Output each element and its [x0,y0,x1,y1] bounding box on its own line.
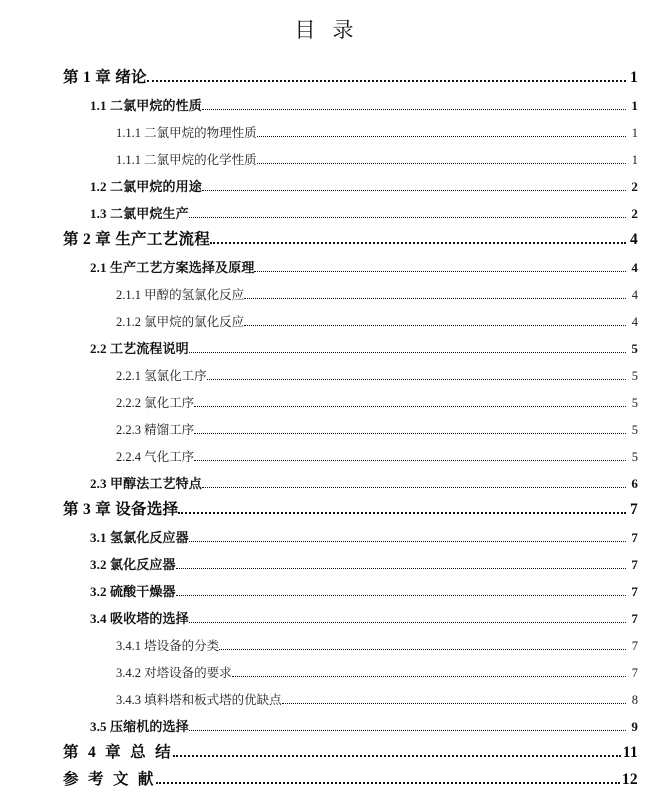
toc-entry[interactable] [0,357,648,384]
toc-entry-page-number: 1 [629,68,638,86]
toc-entry[interactable] [0,762,648,789]
page-title: 目 录 [294,18,360,42]
toc-entry-label: 1.1.1 二氯甲烷的化学性质 [116,152,257,167]
toc-entry-label: 1.3 二氯甲烷生产 [90,206,189,222]
toc-leader-dots [176,573,626,600]
toc-leader-dots [189,708,626,735]
toc-leader-dots [178,492,626,519]
toc-entry[interactable] [0,330,648,357]
toc-leader-dots [210,222,626,249]
toc-entry[interactable] [0,600,648,627]
toc-entry[interactable] [0,114,648,141]
toc-leader-dots [202,465,626,492]
toc-entry-label: 2.2.1 氢氯化工序 [116,368,207,383]
toc-entry[interactable] [0,87,648,114]
toc-entry[interactable] [0,519,648,546]
toc-entry[interactable] [0,681,648,708]
toc-leader-dots [189,195,626,222]
toc-leader-dots [176,546,626,573]
toc-leader-dots [207,357,626,384]
toc-entry-page-number: 7 [631,557,638,573]
toc-entry[interactable] [0,654,648,681]
toc-entry[interactable] [0,249,648,276]
toc-entry-label: 3.4.2 对塔设备的要求 [116,665,232,680]
toc-entry-page-number: 2 [631,179,638,195]
toc-entry-label: 2.2 工艺流程说明 [90,341,189,357]
toc-entry-label: 1.1 二氯甲烷的性质 [90,98,202,114]
toc-entry-label: 3.4.3 填料塔和板式塔的优缺点 [116,692,282,707]
toc-entry-page-number: 12 [621,770,638,788]
toc-entry-label: 3.5 压缩机的选择 [90,719,189,735]
toc-leader-dots [189,600,626,627]
toc-entry-label: 第 4 章 总 结 [63,743,174,761]
toc-leader-dots [219,627,626,654]
toc-entry-page-number: 7 [631,584,638,600]
toc-entry[interactable] [0,627,648,654]
toc-entry[interactable] [0,411,648,438]
toc-entry[interactable] [0,195,648,222]
toc-entry-page-number: 11 [622,743,638,761]
toc-entry-page-number: 1 [631,125,638,140]
toc-entry-page-number: 9 [631,719,638,735]
toc-leader-dots [147,60,626,87]
toc-leader-dots [194,411,626,438]
toc-entry-label: 2.3 甲醇法工艺特点 [90,476,202,492]
toc-leader-dots [282,681,626,708]
toc-entry-label: 2.2.4 气化工序 [116,449,195,464]
toc-entry[interactable] [0,735,648,762]
toc-entry-page-number: 5 [631,395,638,410]
toc-entry-label: 2.2.2 氯化工序 [116,395,195,410]
toc-entry-page-number: 7 [631,530,638,546]
toc-leader-dots [202,87,626,114]
toc-entry-page-number: 4 [631,260,638,276]
toc-entry-label: 3.2 氯化反应器 [90,557,176,573]
toc-entry[interactable] [0,546,648,573]
toc-entry-label: 第 3 章 设备选择 [63,500,179,518]
toc-leader-dots [202,168,626,195]
toc-entry-page-number: 4 [631,287,638,302]
toc-leader-dots [173,735,620,762]
toc-leader-dots [189,519,626,546]
toc-entry-page-number: 1 [631,98,638,114]
toc-entry[interactable] [0,303,648,330]
toc-leader-dots [189,330,626,357]
toc-entry-page-number: 4 [631,314,638,329]
toc-entry[interactable] [0,438,648,465]
toc-entry-label: 2.1 生产工艺方案选择及原理 [90,260,255,276]
toc-entry-label: 1.1.1 二氯甲烷的物理性质 [116,125,257,140]
toc-entry-label: 参 考 文 献 [63,770,157,788]
toc-leader-dots [257,141,626,168]
toc-entry-label: 第 1 章 绪论 [63,68,147,86]
toc-entry-page-number: 5 [631,449,638,464]
toc-entry[interactable] [0,168,648,195]
toc-entry[interactable] [0,573,648,600]
toc-entry-page-number: 7 [631,611,638,627]
toc-entry-list [0,60,648,789]
toc-leader-dots [232,654,626,681]
toc-entry[interactable] [0,222,648,249]
toc-leader-dots [254,249,626,276]
toc-entry-page-number: 5 [631,422,638,437]
toc-entry-page-number: 1 [631,152,638,167]
toc-entry-page-number: 8 [631,692,638,707]
toc-entry[interactable] [0,60,648,87]
toc-entry-page-number: 7 [631,638,638,653]
toc-entry-label: 3.2 硫酸干燥器 [90,584,176,600]
toc-leader-dots [194,384,626,411]
toc-leader-dots [156,762,620,789]
toc-entry-page-number: 7 [629,500,638,518]
toc-entry[interactable] [0,141,648,168]
toc-entry-label: 3.4.1 塔设备的分类 [116,638,220,653]
toc-entry[interactable] [0,465,648,492]
toc-entry-page-number: 5 [631,368,638,383]
toc-leader-dots [257,114,626,141]
toc-entry-page-number: 6 [631,476,638,492]
toc-entry-label: 2.1.1 甲醇的氢氯化反应 [116,287,245,302]
toc-leader-dots [194,438,626,465]
toc-entry-label: 2.2.3 精馏工序 [116,422,195,437]
toc-entry-page-number: 4 [629,230,638,248]
toc-entry-label: 第 2 章 生产工艺流程 [63,230,211,248]
toc-entry-label: 1.2 二氯甲烷的用途 [90,179,202,195]
toc-entry-label: 3.1 氢氯化反应器 [90,530,189,546]
toc-leader-dots [244,276,626,303]
toc-entry-label: 2.1.2 氯甲烷的氯化反应 [116,314,245,329]
toc-entry[interactable] [0,276,648,303]
toc-entry[interactable] [0,708,648,735]
toc-leader-dots [244,303,626,330]
toc-entry-label: 3.4 吸收塔的选择 [90,611,189,627]
toc-entry-page-number: 2 [631,206,638,222]
toc-entry[interactable] [0,492,648,519]
toc-entry-page-number: 5 [631,341,638,357]
toc-entry-page-number: 7 [631,665,638,680]
toc-entry[interactable] [0,384,648,411]
